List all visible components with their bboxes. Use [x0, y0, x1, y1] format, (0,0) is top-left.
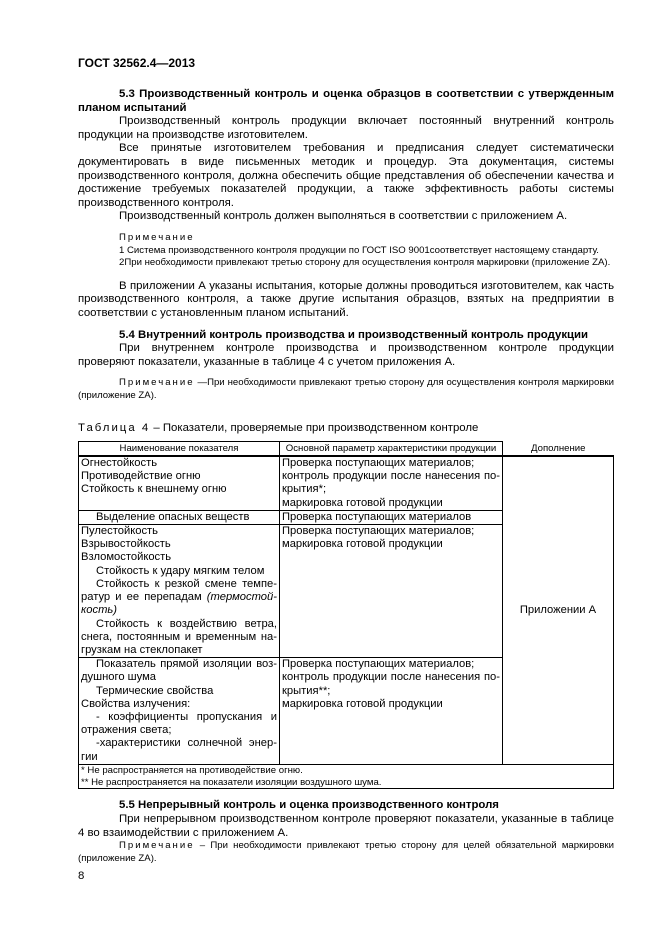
note-title: Примечание [119, 377, 195, 389]
page-number: 8 [78, 870, 85, 882]
note-text: – При необходимости привлекают третью сторону для целей обязательной маркировки (приложение ZA). [78, 840, 614, 864]
indicators-table [78, 441, 614, 789]
table-footnote-1: * Не распространяется на противодействие огню. [81, 764, 303, 776]
section-5-4-paragraph-1: При внутреннем контроле производства и производственном контроле продукции проверяют показатели, указанные в таблице 4 с учетом приложения А. [78, 342, 614, 368]
table-cell-parameters-group-1: Проверка поступающих материалов; контроль продукции после нанесения покрытия*; маркировка готовой продукции [280, 456, 503, 510]
section-5-4-note [78, 377, 614, 402]
section-5-3-paragraph-3: Производственный контроль должен выполняться в соответствии с приложением А. [119, 210, 568, 223]
table-cell-indicators-group-4: Показатель прямой изоляции воздушного шума Термические свойства Свойства излучения: - коэффициенты пропускания и отражения света; -характеристики солнечной энергии [79, 658, 280, 765]
table-cell-indicators-group-2: Выделение опасных веществ [79, 510, 280, 524]
section-5-3-paragraph-4: В приложении А указаны испытания, которые должны проводиться изготовителем, как часть производственного контроля, а также другие испытания образцов, взятых на предприятии в соответствии с установленным планом испытаний. [78, 279, 614, 319]
note-title: Примечание [119, 840, 195, 852]
section-5-5-heading: 5.5 Непрерывный контроль и оценка производственного контроля [119, 799, 499, 812]
table-footnote-2: ** Не распространяется на показатели изоляции воздушного шума. [81, 776, 382, 788]
table-cell-supplement: Приложении А [503, 456, 614, 764]
note-text: —При необходимости привлекают третью сторону для осуществления контроля маркировки (приложение ZA). [78, 377, 614, 401]
table-caption-label: Таблица 4 [78, 422, 151, 435]
section-5-5-note [78, 840, 614, 865]
section-5-3-paragraph-2: Все принятые изготовителем требования и предписания следует систематически документировать в виде письменных методик и процедур. Эта документация, системы производственного контроля, должна обеспечить общие представления об обеспечении качества и достижение требуемых показателей продукции, а также эффективность работы системы производственного контроля. [78, 142, 614, 209]
column-header-parameter: Основной параметр характеристики продукции [280, 442, 503, 457]
section-5-3-heading: 5.3 Производственный контроль и оценка образцов в соответствии с утвержденным планом испытаний [78, 88, 614, 114]
note-1: 1 Система производственного контроля продукции по ГОСТ ISO 9001соответствует настоящему стандарту. [119, 244, 599, 256]
section-5-4-heading: 5.4 Внутренний контроль производства и производственный контроль продукции [119, 328, 589, 341]
column-header-indicator: Наименование показателя [79, 442, 280, 457]
note-title: Примечание [119, 231, 195, 243]
table-cell-parameters-group-3: Проверка поступающих материалов; маркировка готовой продукции [280, 525, 503, 658]
document-code: ГОСТ 32562.4—2013 [78, 56, 196, 70]
section-5-5-paragraph-1: При непрерывном производственном контроле проверяют показатели, указанные в таблице 4 во взаимодействии с приложением А. [78, 812, 614, 839]
table-caption [78, 422, 614, 436]
table-cell-indicators-group-1: Огнестойкость Противодействие огню Стойкость к внешнему огню [79, 456, 280, 510]
table-cell-indicators-group-3: Пулестойкость Взрывостойкость Взломостойкость Стойкость к удару мягким телом Стойкость к резкой смене температур и ее перепадам (термостойкость) Стойкость к воздействию ветра, снега, постоянным и временным нагрузкам на стеклопакет [79, 525, 280, 658]
table-cell-parameters-group-2: Проверка поступающих материалов [280, 510, 503, 524]
table-footnotes [79, 764, 614, 789]
section-5-3-paragraph-1: Производственный контроль продукции включает постоянный внутренний контроль продукции на производстве изготовителем. [78, 115, 614, 141]
column-header-supplement: Дополнение [531, 442, 586, 454]
note-2: 2При необходимости привлекают третью сторону для осуществления контроля маркировки (приложение ZA). [119, 257, 611, 269]
table-caption-text: – Показатели, проверяемые при производственном контроле [150, 422, 479, 435]
document-body [78, 88, 614, 865]
table-cell-parameters-group-4: Проверка поступающих материалов; контроль продукции после нанесения покрытия**; маркировка готовой продукции [280, 658, 503, 765]
